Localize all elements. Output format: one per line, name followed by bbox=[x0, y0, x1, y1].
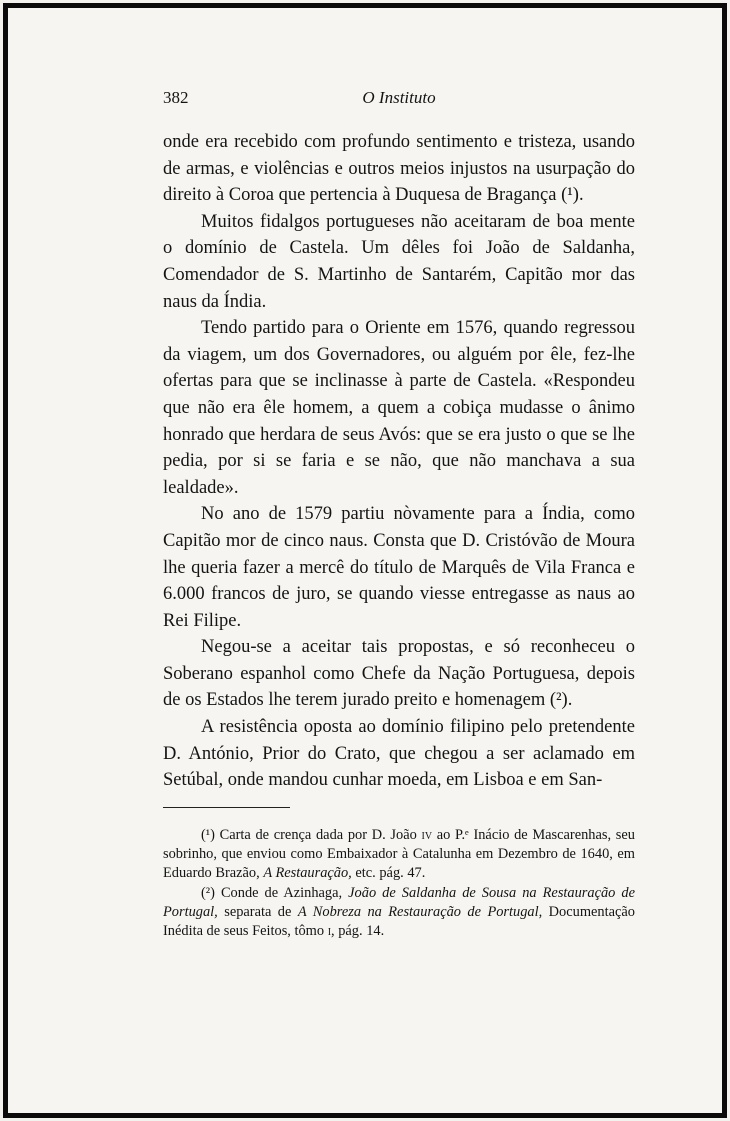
paragraph-2: Muitos fidalgos portugueses não aceitaram de boa mente o domínio de Castela. Um dêles foi João de Saldanha, Comendador de S. Martinho de Santarém, Capitão mor das naus da Índia. bbox=[163, 211, 635, 312]
footnote-ordinal: iv bbox=[421, 827, 433, 843]
footnote-text: ao P.ᵉ Inácio de Mascarenhas, seu sobrinho, que enviou como Embaixador à Catalunha em Dezembro de 1640, em Eduardo Brazão, bbox=[163, 827, 635, 882]
footnote-italic-title: A Restauração, bbox=[263, 865, 352, 882]
page-number: 382 bbox=[163, 88, 189, 107]
footnote-rule bbox=[163, 807, 290, 808]
footnote-text: Conde de Azinhaga, bbox=[220, 884, 343, 901]
paragraph-6: A resistência oposta ao domínio filipino pelo pretendente D. António, Prior do Crato, que chegou a ser aclamado em Setúbal, onde mandou cunhar moeda, em Lisboa e em San- bbox=[163, 717, 635, 791]
footnote-text: Carta de crença dada por D. João bbox=[219, 827, 417, 843]
footnote-volume: i bbox=[327, 923, 332, 940]
running-header bbox=[163, 88, 635, 112]
running-title: O Instituto bbox=[362, 88, 436, 107]
footnote-italic-title: João de Saldanha de Sousa na Restauração de Portugal, bbox=[163, 884, 635, 920]
footnote-text: , pág. 14. bbox=[331, 923, 385, 940]
paragraph-4: No ano de 1579 partiu nòvamente para a Índia, como Capitão mor de cinco naus. Consta que D. Cristóvão de Moura lhe queria fazer a mercê do título de Marquês de Vila Franca e 6.000 francos de juro, se quando viesse entregasse as naus ao Rei Filipe. bbox=[163, 504, 635, 631]
footnote-marker: (¹) bbox=[201, 827, 215, 843]
footnote-marker: (²) bbox=[201, 884, 215, 901]
footnotes bbox=[163, 826, 635, 941]
body-text bbox=[163, 129, 635, 794]
footnote-text: etc. pág. 47. bbox=[355, 865, 426, 882]
footnote-1 bbox=[163, 826, 635, 884]
paragraph-1: onde era recebido com profundo sentimento e tristeza, usando de armas, e violências e outros meios injustos na usurpação do direito à Coroa que pertencia à Duquesa de Bragança (¹). bbox=[163, 132, 635, 206]
footnote-text: Documentação Inédita de seus Feitos, tômo bbox=[163, 903, 635, 940]
footnote-italic-title: A Nobreza na Restauração de Portugal, bbox=[297, 903, 543, 920]
paragraph-3: Tendo partido para o Oriente em 1576, quando regressou da viagem, um dos Governadores, ou alguém por êle, fez-lhe ofertas para que se inclinasse à parte de Castela. «Respondeu que não era êle homem, a quem a cobiça mudasse o ânimo honrado que herdara de seus Avós: que se era justo o que se lhe pedia, por si se faria e se não, que não manchava a sua lealdade». bbox=[163, 318, 635, 498]
footnote-text: separata de bbox=[224, 903, 292, 920]
footnote-2 bbox=[163, 884, 635, 942]
paragraph-5: Negou-se a aceitar tais propostas, e só reconheceu o Soberano espanhol como Chefe da Nação Portuguesa, depois de os Estados lhe terem jurado preito e homenagem (²). bbox=[163, 637, 635, 711]
